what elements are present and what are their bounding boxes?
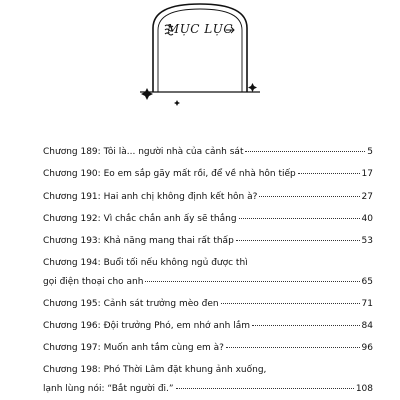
toc-entry-196[interactable] [43,321,373,332]
toc-entry-190[interactable] [43,169,373,180]
chapter-number: Chương 191: [43,192,101,202]
chapter-title: Hai anh chị không định kết hôn à? [103,192,258,202]
dot-leader [259,196,359,197]
sparkle-right [248,83,257,92]
chapter-title: Vì chắc chắn anh ấy sẽ thắng [103,214,237,224]
chapter-number: Chương 196: [43,321,101,331]
chapter-title: Phó Thời Lâm đặt khung ảnh xuống, [103,365,267,375]
page-number: 40 [361,214,373,224]
page-number: 27 [361,192,373,202]
chapter-number: Chương 194: [43,258,101,268]
dot-leader [298,173,360,174]
chapter-number: Chương 195: [43,299,101,309]
chapter-number: Chương 192: [43,214,101,224]
toc-entry-194[interactable] [43,258,373,288]
chapter-title: Khả năng mang thai rất thấp [103,236,234,246]
chapter-number: Chương 198: [43,365,101,375]
dot-leader [176,388,354,389]
dot-leader [239,218,360,219]
toc-entry-192[interactable] [43,214,373,225]
chapter-title-continued: lạnh lùng nói: “Bắt người đi.” [43,384,174,394]
dot-leader [252,325,360,326]
chapter-title: Buổi tối nếu không ngủ được thì [103,258,248,268]
chapter-number: Chương 193: [43,236,101,246]
toc-entry-189[interactable] [43,147,373,158]
arch-outer [153,4,247,92]
toc-entry-193[interactable] [43,236,373,247]
chapter-number: Chương 189: [43,147,101,157]
chapter-title: Tôi là... người nhà của cảnh sát [103,147,244,157]
sparkle-mid [174,100,180,106]
page-number: 108 [355,384,373,394]
toc-entry-195[interactable] [43,299,373,310]
chapter-number: Chương 197: [43,343,101,353]
dot-leader [226,347,360,348]
sparkle-left [141,88,153,100]
page-number: 53 [361,236,373,246]
chapter-title: Cảnh sát trưởng mèo đen [103,299,219,309]
dot-leader [245,151,365,152]
chapter-title-continued: gọi điện thoại cho anh [43,277,144,287]
chapter-number: Chương 190: [43,169,101,179]
page-number: 84 [361,321,373,331]
page-number: 96 [361,343,373,353]
dot-leader [221,303,360,304]
toc-entry-198[interactable] [43,365,373,395]
page-number: 71 [361,299,373,309]
dot-leader [145,281,359,282]
chapter-title: Eo em sắp gãy mất rồi, để về nhà hôn tiếp [103,169,296,179]
toc-heading: MỤC LỤC [166,22,234,36]
page-number: 17 [361,169,373,179]
page-number: 5 [367,147,373,157]
dot-leader [236,240,360,241]
toc-entry-191[interactable] [43,192,373,203]
page-number: 65 [361,277,373,287]
chapter-title: Muốn anh tắm cùng em à? [103,343,224,353]
chapter-title: Đội trưởng Phó, em nhớ anh lắm [103,321,250,331]
title-arch-frame [0,0,400,110]
toc-entry-197[interactable] [43,343,373,354]
